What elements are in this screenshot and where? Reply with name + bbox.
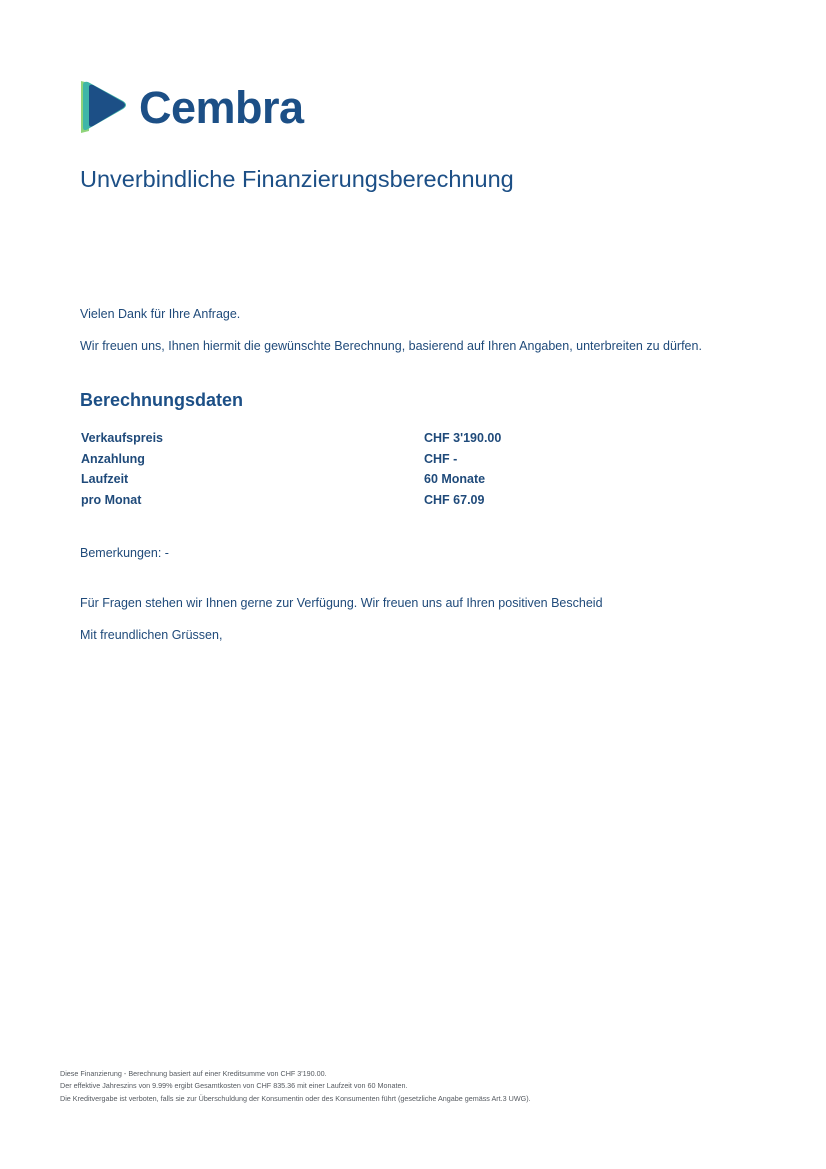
footnote-line: Diese Finanzierung - Berechnung basiert auf einer Kreditsumme von CHF 3'190.00. <box>60 1069 327 1078</box>
closing-text: Für Fragen stehen wir Ihnen gerne zur Verfügung. Wir freuen uns auf Ihren positiven Bescheid <box>80 596 603 610</box>
calculation-value: 60 Monate <box>424 472 486 487</box>
calculation-label: Anzahlung <box>81 451 145 466</box>
calculation-value: CHF 3'190.00 <box>424 431 502 445</box>
page-title: Unverbindliche Finanzierungsberechnung <box>80 166 514 192</box>
footnote-line: Die Kreditvergabe ist verboten, falls sie zur Überschuldung der Konsumentin oder des Konsumenten führt (gesetzliche Angabe gemäss Art.3 UWG). <box>60 1093 531 1103</box>
brand-wordmark: Cembra <box>139 81 304 133</box>
calculation-value: CHF 67.09 <box>424 493 485 508</box>
calculation-label: Verkaufspreis <box>81 431 163 445</box>
calculation-row-pro-monat <box>81 493 641 514</box>
section-heading: Berechnungsdaten <box>80 390 244 410</box>
calculation-row-verkaufspreis <box>81 431 641 452</box>
remarks-text: Bemerkungen: - <box>80 546 169 560</box>
calculation-table <box>81 431 641 514</box>
greeting-text: Vielen Dank für Ihre Anfrage. <box>80 307 241 321</box>
calculation-value: CHF - <box>424 451 458 466</box>
cembra-logo <box>79 79 304 135</box>
intro-text: Wir freuen uns, Ihnen hiermit die gewünschte Berechnung, basierend auf Ihren Angaben, unterbreiten zu dürfen. <box>80 339 702 353</box>
calculation-row-laufzeit <box>81 472 641 493</box>
legal-footnote <box>60 1068 531 1105</box>
footnote-line: Der effektive Jahreszins von 9.99% ergibt Gesamtkosten von CHF 835.36 mit einer Laufzeit von 60 Monaten. <box>60 1081 408 1091</box>
calculation-label: pro Monat <box>81 493 142 508</box>
sign-off-text: Mit freundlichen Grüssen, <box>80 628 223 642</box>
calculation-label: Laufzeit <box>81 472 129 487</box>
calculation-row-anzahlung <box>81 452 641 473</box>
cembra-logo-icon <box>79 79 131 135</box>
